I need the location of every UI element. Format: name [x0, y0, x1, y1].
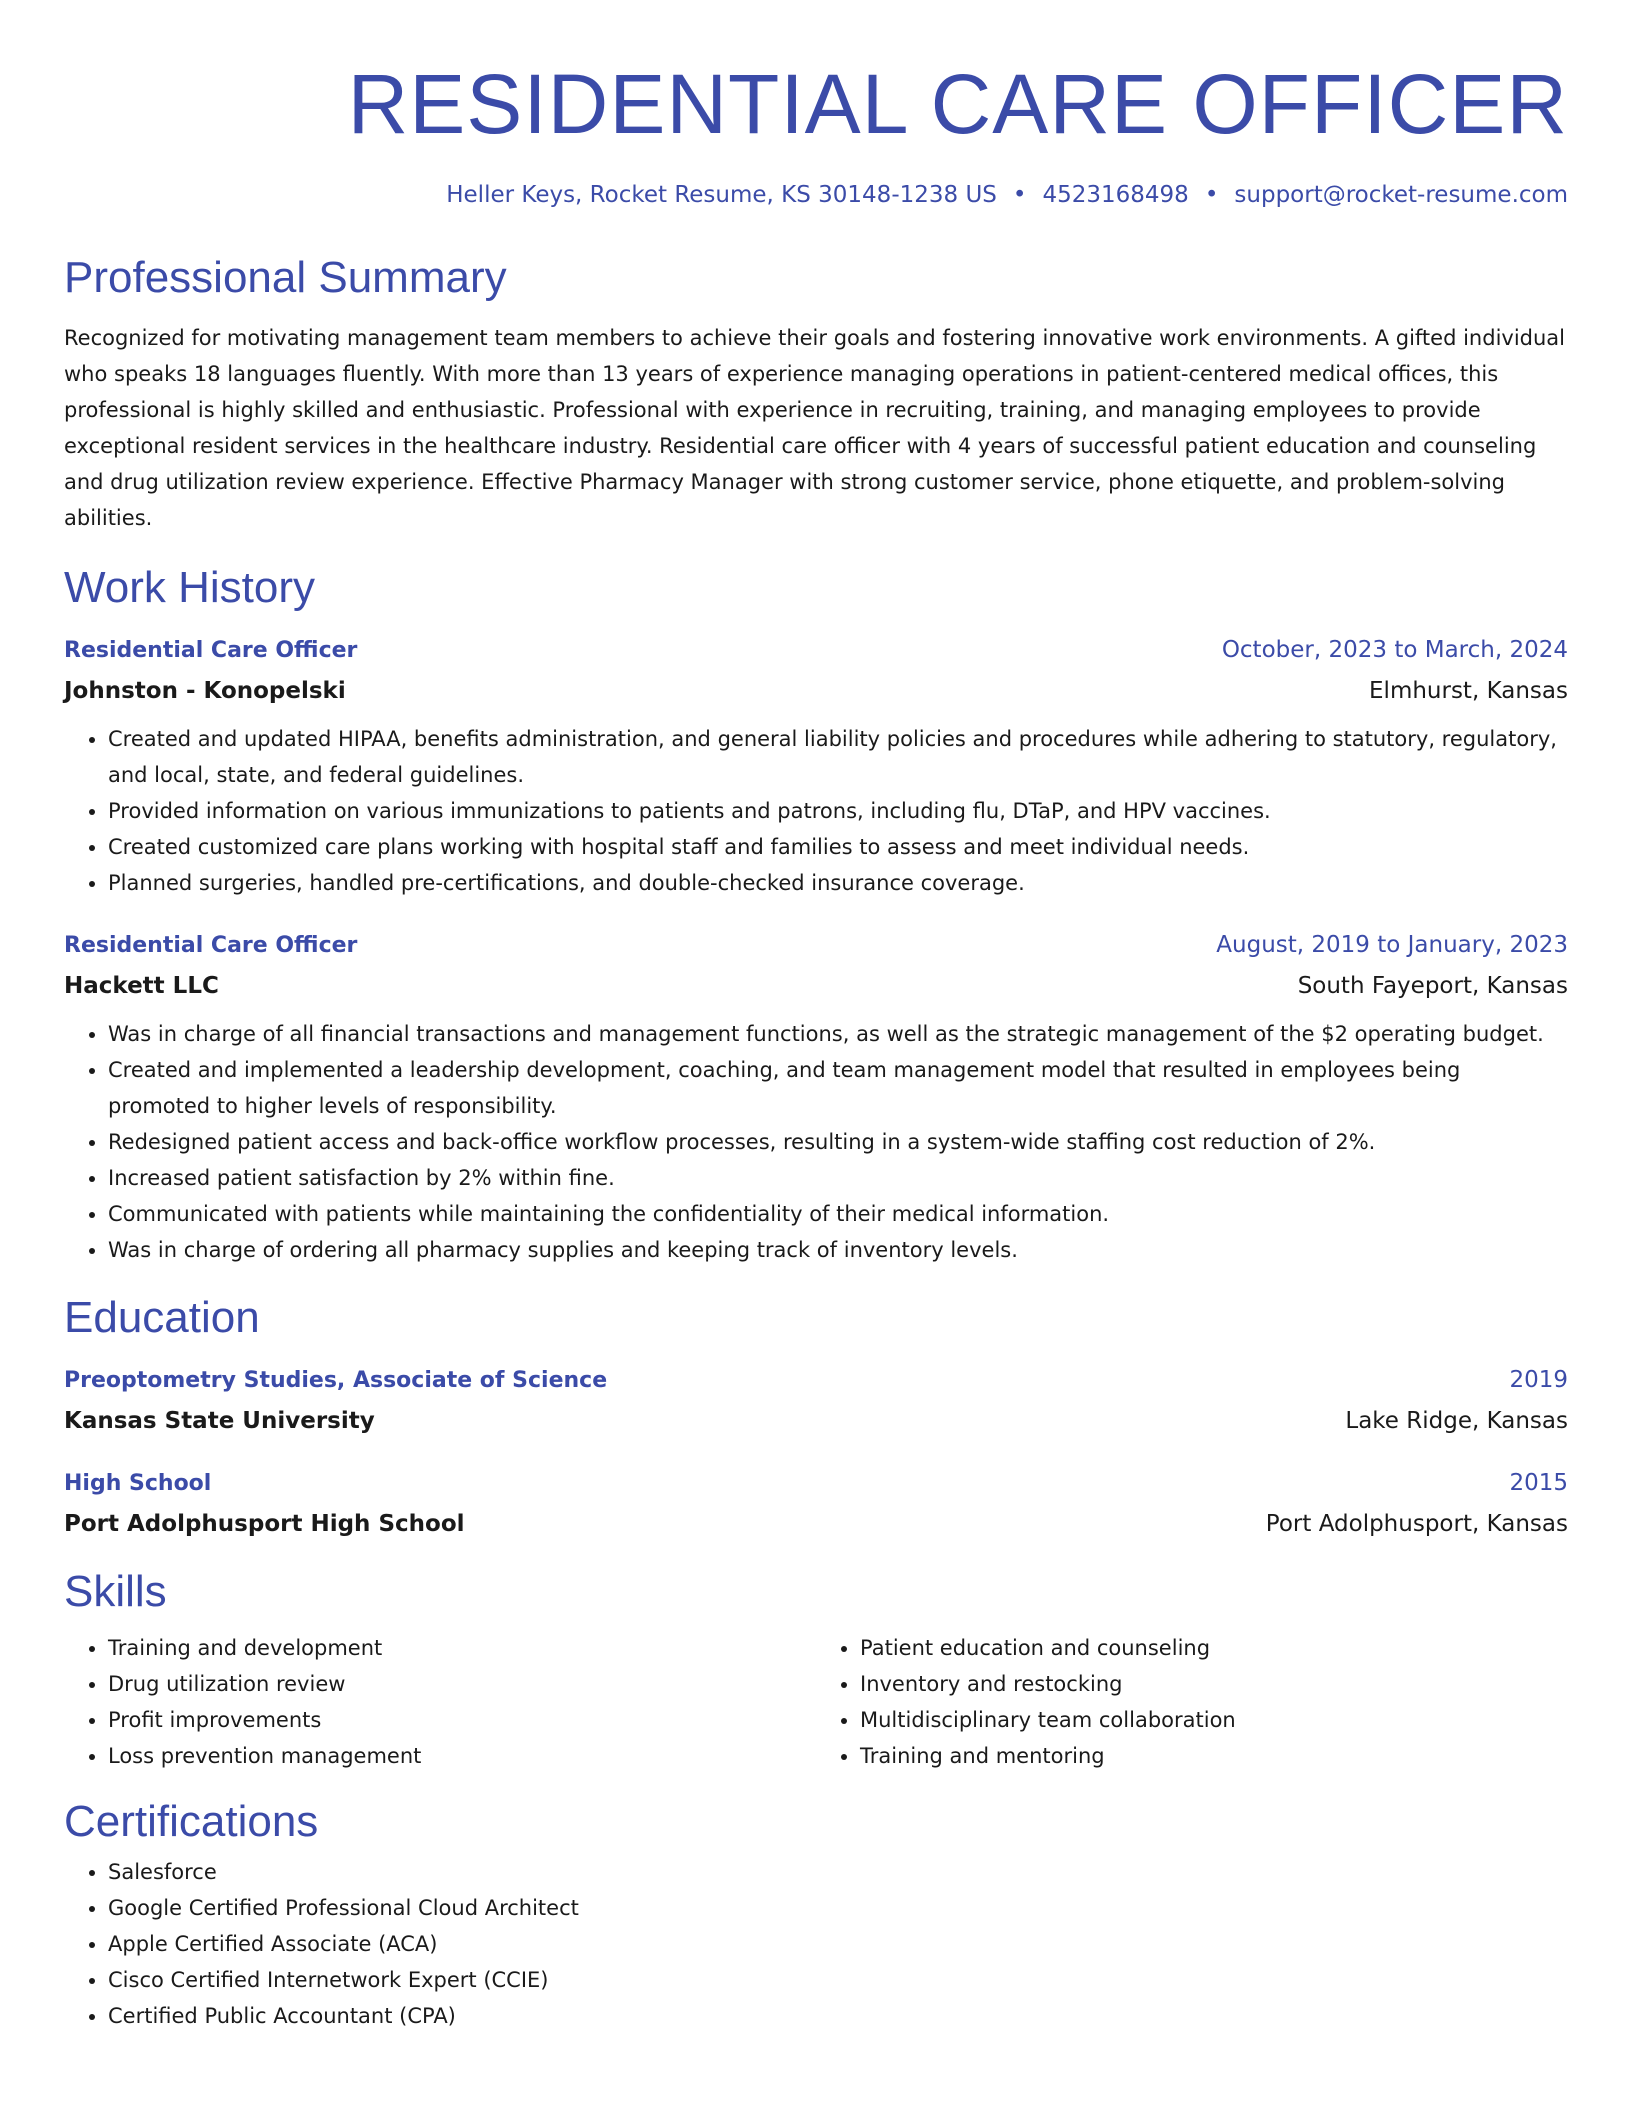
education-location: Lake Ridge, Kansas [1345, 1408, 1568, 1434]
education-year: 2015 [1509, 1470, 1568, 1496]
job-bullets [64, 721, 1568, 901]
education-heading: Education [64, 1293, 260, 1342]
job-entry [64, 925, 1568, 1268]
education-school: Port Adolphusport High School [64, 1511, 465, 1537]
certification-item: • Google Certified Professional Cloud Architect [108, 1890, 1568, 1926]
education-entry [64, 1360, 1568, 1441]
certification-item: • Certified Public Accountant (CPA) [108, 1998, 1568, 2034]
contact-separator: • [1012, 182, 1027, 208]
job-location: South Fayeport, Kansas [1297, 973, 1568, 999]
education-entry [64, 1463, 1568, 1544]
job-bullet: • Created and updated HIPAA, benefits administration, and general liability policies and procedures while adhering to statutory, regulatory, and local, state, and federal guidelines. [108, 721, 1568, 793]
job-bullet: • Was in charge of ordering all pharmacy supplies and keeping track of inventory levels. [108, 1232, 1568, 1268]
contact-phone: 4523168498 [1042, 182, 1189, 208]
education-degree: Preoptometry Studies, Associate of Science [64, 1368, 608, 1393]
skill-item: • Multidisciplinary team collaboration [860, 1702, 1568, 1738]
job-bullets [64, 1016, 1568, 1268]
certification-item: • Salesforce [108, 1854, 1568, 1890]
job-role: Residential Care Officer [64, 933, 358, 958]
job-bullet: • Redesigned patient access and back-office workflow processes, resulting in a system-wide staffing cost reduction of 2%. [108, 1124, 1568, 1160]
job-bullet: • Provided information on various immunizations to patients and patrons, including flu, DTaP, and HPV vaccines. [108, 793, 1568, 829]
skills-column-left [64, 1630, 816, 1774]
job-entry [64, 630, 1568, 901]
education-location: Port Adolphusport, Kansas [1265, 1511, 1568, 1537]
summary-text: Recognized for motivating management team members to achieve their goals and fostering innovative work environments. A gifted individual who speaks 18 languages fluently. With more than 13 years of experience managing operations in patient-centered medical offices, this professional is highly skilled and enthusiastic. Professional with experience in recruiting, training, and managing employees to provide exceptional resident services in the healthcare industry. Residential care officer with 4 years of successful patient education and counseling and drug utilization review experience. Effective Pharmacy Manager with strong customer service, phone etiquette, and problem-solving abilities. [64, 326, 1566, 530]
summary-heading: Professional Summary [64, 253, 507, 302]
skills-list [64, 1624, 1568, 1774]
certification-item: • Apple Certified Associate (ACA) [108, 1926, 1568, 1962]
skill-item: • Profit improvements [108, 1702, 816, 1738]
skill-item: • Training and mentoring [860, 1738, 1568, 1774]
resume-title: RESIDENTIAL CARE OFFICER [347, 57, 1568, 151]
job-company: Hackett LLC [64, 973, 219, 999]
certification-item: • Cisco Certified Internetwork Expert (CCIE) [108, 1962, 1568, 1998]
work-history-heading: Work History [64, 563, 315, 612]
job-role: Residential Care Officer [64, 638, 358, 663]
job-bullet: • Communicated with patients while maintaining the confidentiality of their medical information. [108, 1196, 1568, 1232]
skills-column-right [816, 1630, 1568, 1774]
skills-heading: Skills [64, 1567, 167, 1616]
job-dates: October, 2023 to March, 2024 [1221, 637, 1568, 663]
contact-line [64, 180, 1568, 210]
job-bullet: • Created and implemented a leadership development, coaching, and team management model that resulted in employees being promoted to higher levels of responsibility. [108, 1052, 1568, 1124]
skill-item: • Loss prevention management [108, 1738, 816, 1774]
contact-separator: • [1204, 182, 1219, 208]
job-dates: August, 2019 to January, 2023 [1216, 932, 1568, 958]
education-degree: High School [64, 1471, 212, 1496]
contact-email[interactable]: support@rocket-resume.com [1234, 182, 1568, 208]
education-year: 2019 [1509, 1367, 1568, 1393]
job-bullet: • Created customized care plans working with hospital staff and families to assess and meet individual needs. [108, 829, 1568, 865]
certifications-heading: Certifications [64, 1797, 319, 1846]
job-company: Johnston - Konopelski [64, 678, 346, 704]
certifications-list [64, 1854, 1568, 2034]
contact-address: Heller Keys, Rocket Resume, KS 30148-1238 US [446, 182, 997, 208]
education-school: Kansas State University [64, 1408, 375, 1434]
skill-item: • Drug utilization review [108, 1666, 816, 1702]
job-bullet: • Was in charge of all financial transactions and management functions, as well as the strategic management of the $2 operating budget. [108, 1016, 1568, 1052]
skill-item: • Patient education and counseling [860, 1630, 1568, 1666]
job-bullet: • Planned surgeries, handled pre-certifications, and double-checked insurance coverage. [108, 865, 1568, 901]
resume-page [64, 0, 1568, 2034]
skill-item: • Inventory and restocking [860, 1666, 1568, 1702]
skill-item: • Training and development [108, 1630, 816, 1666]
job-location: Elmhurst, Kansas [1369, 678, 1568, 704]
job-bullet: • Increased patient satisfaction by 2% within fine. [108, 1160, 1568, 1196]
